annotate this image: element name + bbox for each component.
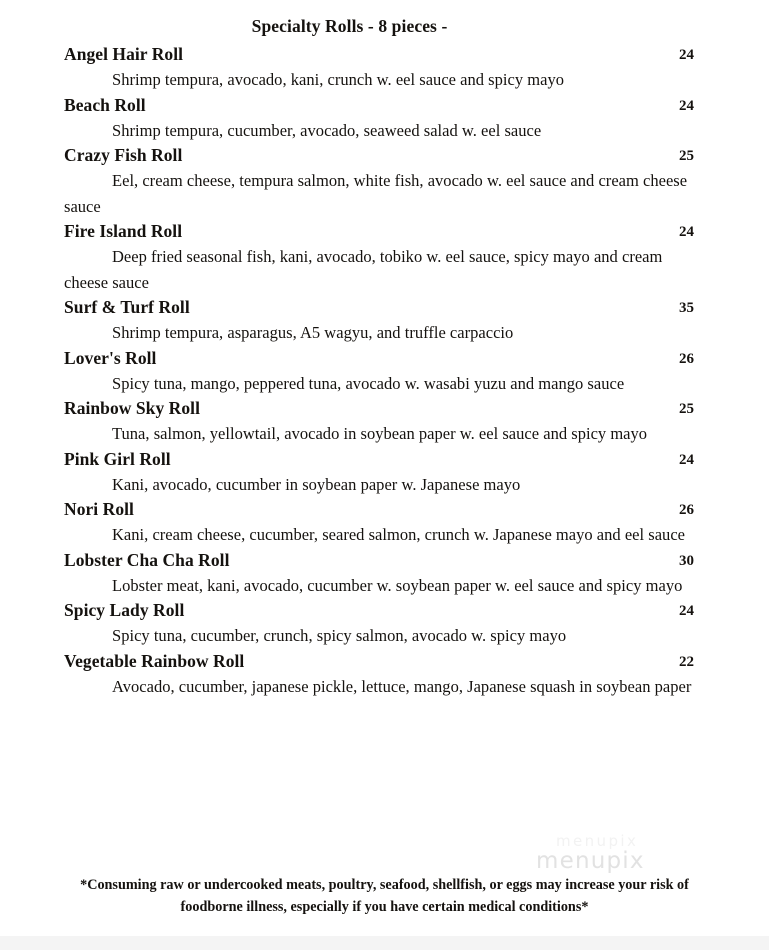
menupix-watermark: menupix	[536, 848, 645, 874]
menu-item-header	[64, 143, 694, 168]
menu-item-header	[64, 42, 694, 67]
menu-item-description: Shrimp tempura, avocado, kani, crunch w. eel sauce and spicy mayo	[112, 70, 564, 89]
menu-item-price: 24	[679, 97, 694, 114]
menu-item-description: Lobster meat, kani, avocado, cucumber w. soybean paper w. eel sauce and spicy mayo	[112, 575, 683, 595]
menu-item-header	[64, 295, 694, 320]
menu-item-header	[64, 649, 694, 674]
menu-item-price: 24	[679, 47, 694, 63]
menu-item-price: 25	[679, 148, 694, 164]
menu-item-name: Vegetable Rainbow Roll	[64, 650, 245, 671]
menu-item-list	[64, 42, 694, 699]
menu-item-description: Kani, avocado, cucumber in soybean paper w. Japanese mayo	[112, 474, 521, 494]
menu-item-description: Avocado, cucumber, japanese pickle, lettuce, mango, Japanese squash in soybean paper	[112, 676, 692, 696]
menu-item-description: Deep fried seasonal fish, kani, avocado, tobiko w. eel sauce, spicy mayo and cream cheese sauce	[64, 247, 663, 292]
watermark-ghost: menupix	[556, 832, 639, 850]
menu-item-description: Shrimp tempura, cucumber, avocado, seaweed salad w. eel sauce	[112, 120, 542, 140]
menu-item-name: Rainbow Sky Roll	[64, 398, 200, 418]
menu-item-description: Spicy tuna, mango, peppered tuna, avocado w. wasabi yuzu and mango sauce	[112, 373, 625, 393]
menu-item-header	[64, 497, 694, 522]
menu-item-header	[64, 548, 694, 573]
menu-item-header	[64, 346, 694, 371]
menu-item-price: 26	[679, 350, 694, 367]
disclaimer-line-1: *Consuming raw or undercooked meats, poultry, seafood, shellfish, or eggs may increase your risk of	[80, 877, 689, 893]
menu-item	[64, 548, 694, 599]
menu-item-name: Angel Hair Roll	[64, 44, 184, 64]
disclaimer	[0, 874, 769, 918]
menu-item	[64, 93, 694, 144]
menu-item-description: Tuna, salmon, yellowtail, avocado in soybean paper w. eel sauce and spicy mayo	[112, 424, 648, 443]
page-title: Specialty Rolls - 8 pieces -	[251, 16, 448, 36]
menu-item-name: Lover's Roll	[64, 347, 157, 368]
menu-item-name: Beach Roll	[64, 94, 146, 115]
menu-item-price: 30	[679, 552, 694, 569]
menu-item-price: 24	[679, 451, 694, 468]
menu-item-name: Spicy Lady Roll	[64, 600, 185, 620]
page-bottom-strip	[0, 936, 769, 950]
menu-item-name: Surf & Turf Roll	[64, 297, 190, 317]
menu-item-header	[64, 396, 694, 421]
menu-item	[64, 346, 694, 397]
menu-item-header	[64, 219, 694, 244]
menu-item-header	[64, 93, 694, 118]
menu-item-price: 22	[679, 653, 694, 670]
menu-item	[64, 42, 694, 93]
menu-item	[64, 598, 694, 649]
menu-item-price: 25	[679, 401, 694, 417]
menu-item-price: 24	[679, 603, 694, 619]
menu-item	[64, 143, 694, 219]
menu-item-price: 35	[679, 300, 694, 316]
menu-item-name: Lobster Cha Cha Roll	[64, 549, 230, 570]
menu-item-name: Crazy Fish Roll	[64, 145, 183, 165]
menu-item	[64, 396, 694, 447]
menu-item-description: Kani, cream cheese, cucumber, seared salmon, crunch w. Japanese mayo and eel sauce	[112, 525, 686, 544]
menu-item	[64, 447, 694, 498]
menu-item-name: Fire Island Roll	[64, 221, 183, 241]
menu-item-name: Nori Roll	[64, 499, 134, 519]
menu-item-description: Shrimp tempura, asparagus, A5 wagyu, and truffle carpaccio	[112, 323, 514, 342]
menu-item	[64, 497, 694, 548]
menu-item-description: Spicy tuna, cucumber, crunch, spicy salmon, avocado w. spicy mayo	[112, 626, 567, 645]
menu-item	[64, 295, 694, 346]
menu-item-price: 24	[679, 224, 694, 240]
disclaimer-line-2: foodborne illness, especially if you have certain medical conditions*	[180, 899, 589, 915]
menu-item-header	[64, 598, 694, 623]
menu-item	[64, 219, 694, 295]
menu-item-description: Eel, cream cheese, tempura salmon, white fish, avocado w. eel sauce and cream cheese sauce	[64, 171, 688, 216]
menu-item-name: Pink Girl Roll	[64, 448, 171, 469]
menu-item-price: 26	[679, 502, 694, 518]
menu-item	[64, 649, 694, 700]
menu-item-header	[64, 447, 694, 472]
